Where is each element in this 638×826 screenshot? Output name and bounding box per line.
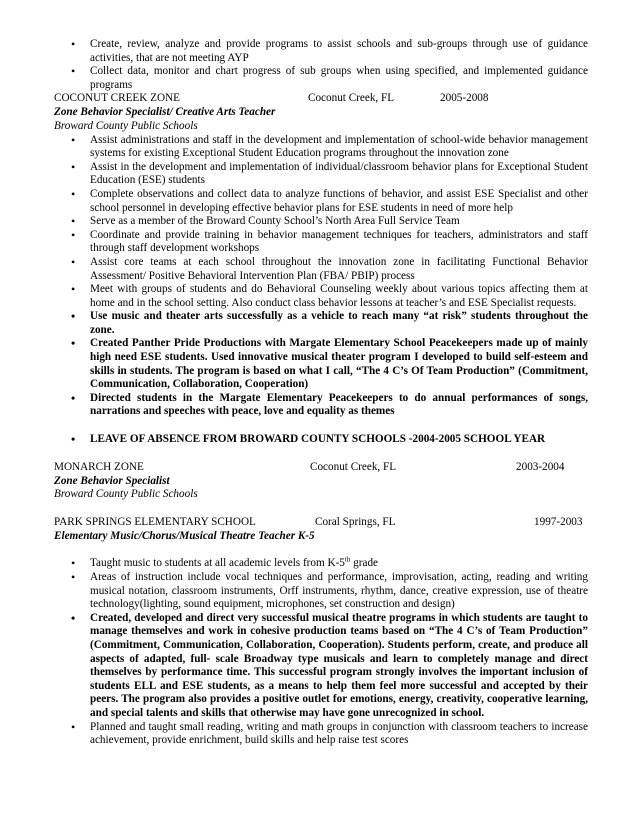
job-role: Zone Behavior Specialist/ Creative Arts Teacher (54, 106, 276, 119)
list-item: • Assist in the development and implementation of individual/classroom behavior plans for Exceptional Student Education (ESE) students (54, 161, 588, 188)
list-item: • Collect data, monitor and chart progress of sub groups when using specified, and implemented guidance programs (54, 65, 588, 92)
coconut-bullet-list (54, 134, 588, 419)
bullet-text: Taught music to students at all academic levels from K-5 (90, 557, 345, 570)
list-item: • Planned and taught small reading, writing and math groups in conjunction with classroom teachers to increase achievement, provide enrichment, build skills and help raise test scores (54, 721, 588, 748)
spacer (54, 543, 588, 557)
job-employer: Broward County Public Schools (54, 488, 198, 501)
job-employer: Broward County Public Schools (54, 119, 198, 132)
spacer (54, 502, 588, 516)
superscript: th (344, 555, 351, 564)
job-role: Zone Behavior Specialist (54, 474, 170, 487)
leave-list (54, 433, 588, 447)
spacer (54, 419, 588, 433)
list-item: • Created, developed and direct very successful musical theatre programs in which students are taught to manage themselves and work in cohesive production teams based on “The 4 C’s of Team Production” (Commitment, Communication, Collaboration, Cooperation). Students perform, create, and produce all aspects of adapted, full- scale Broadway type musicals and learn to completely manage and direct themselves by performance time. This successful program strongly involves the important inclusion of students ELL and ESE students, as a means to help them feel more successful and accepted by their peers. The program also provides a positive outlet for emotions, energy, creativity, cooperative learning, and special talents and skills that otherwise may have gone unrecognized in school. (54, 612, 588, 721)
resume-page (54, 38, 588, 748)
park-bullet-list (54, 557, 588, 747)
list-item: • Complete observations and collect data to analyze functions of behavior, and assist ESE Specialist and other school personnel in developing effective behavior plans for ESE students in need of more help (54, 188, 588, 215)
list-item: • Meet with groups of students and do Behavioral Counseling weekly about various topics affecting them at home and in the school setting. Also conduct class behavior lessons at teacher’s and ESE Specialist requests. (54, 283, 588, 310)
list-item: • Assist administrations and staff in the development and implementation of school-wide behavior management systems for existing Exceptional Student Education programs throughout the innovation zone (54, 134, 588, 161)
list-item: • Created Panther Pride Productions with Margate Elementary School Peacekeepers made up of mainly high need ESE students. Used innovative musical theater program I developed to build self-esteem and skills in students. The program is based on what I call, “The 4 C’s Of Team Production” (Commitment, Communication, Collaboration, Cooperation) (54, 337, 588, 391)
job-location: Coconut Creek, FL (310, 460, 397, 473)
job-years: 2005-2008 (440, 92, 489, 105)
bullet-text: grade (350, 557, 379, 570)
list-item (54, 557, 588, 571)
job-location: Coconut Creek, FL (308, 92, 395, 105)
top-bullet-list (54, 38, 588, 92)
job-years: 1997-2003 (534, 515, 583, 528)
job-years: 2003-2004 (516, 460, 565, 473)
list-item: • Coordinate and provide training in behavior management techniques for teachers, administrators and staff through staff development workshops (54, 229, 588, 256)
list-item: • Areas of instruction include vocal techniques and performance, improvisation, acting, reading and writing musical notation, classroom instruments, Orff instruments, rhythm, dance, creative expression, use of theatre technology(lighting, sound equipment, microphones, set construction and design) (54, 571, 588, 612)
list-item: • Assist core teams at each school throughout the innovation zone in facilitating Functional Behavior Assessment/ Positive Behavioral Intervention Plan (FBA/ PBIP) process (54, 256, 588, 283)
job-role: Elementary Music/Chorus/Musical Theatre Teacher K-5 (54, 529, 315, 542)
job-org: COCONUT CREEK ZONE (54, 92, 180, 105)
job-org: MONARCH ZONE (54, 460, 144, 473)
job-header-monarch (54, 461, 588, 475)
list-item: • Create, review, analyze and provide programs to assist schools and sub-groups through use of guidance activities, that are not meeting AYP (54, 38, 588, 65)
job-org: PARK SPRINGS ELEMENTARY SCHOOL (54, 515, 256, 528)
list-item: • Use music and theater arts successfully as a vehicle to reach many “at risk” students throughout the zone. (54, 310, 588, 337)
job-header-park (54, 516, 588, 530)
spacer (54, 447, 588, 461)
list-item: • Serve as a member of the Broward County School’s North Area Full Service Team (54, 215, 588, 229)
job-location: Coral Springs, FL (315, 515, 396, 528)
list-item: • Directed students in the Margate Elementary Peacekeepers to do annual performances of songs, narrations and speeches with peace, love and equality as themes (54, 392, 588, 419)
leave-of-absence: • LEAVE OF ABSENCE FROM BROWARD COUNTY SCHOOLS -2004-2005 SCHOOL YEAR (54, 433, 588, 447)
job-header-coconut (54, 92, 588, 106)
